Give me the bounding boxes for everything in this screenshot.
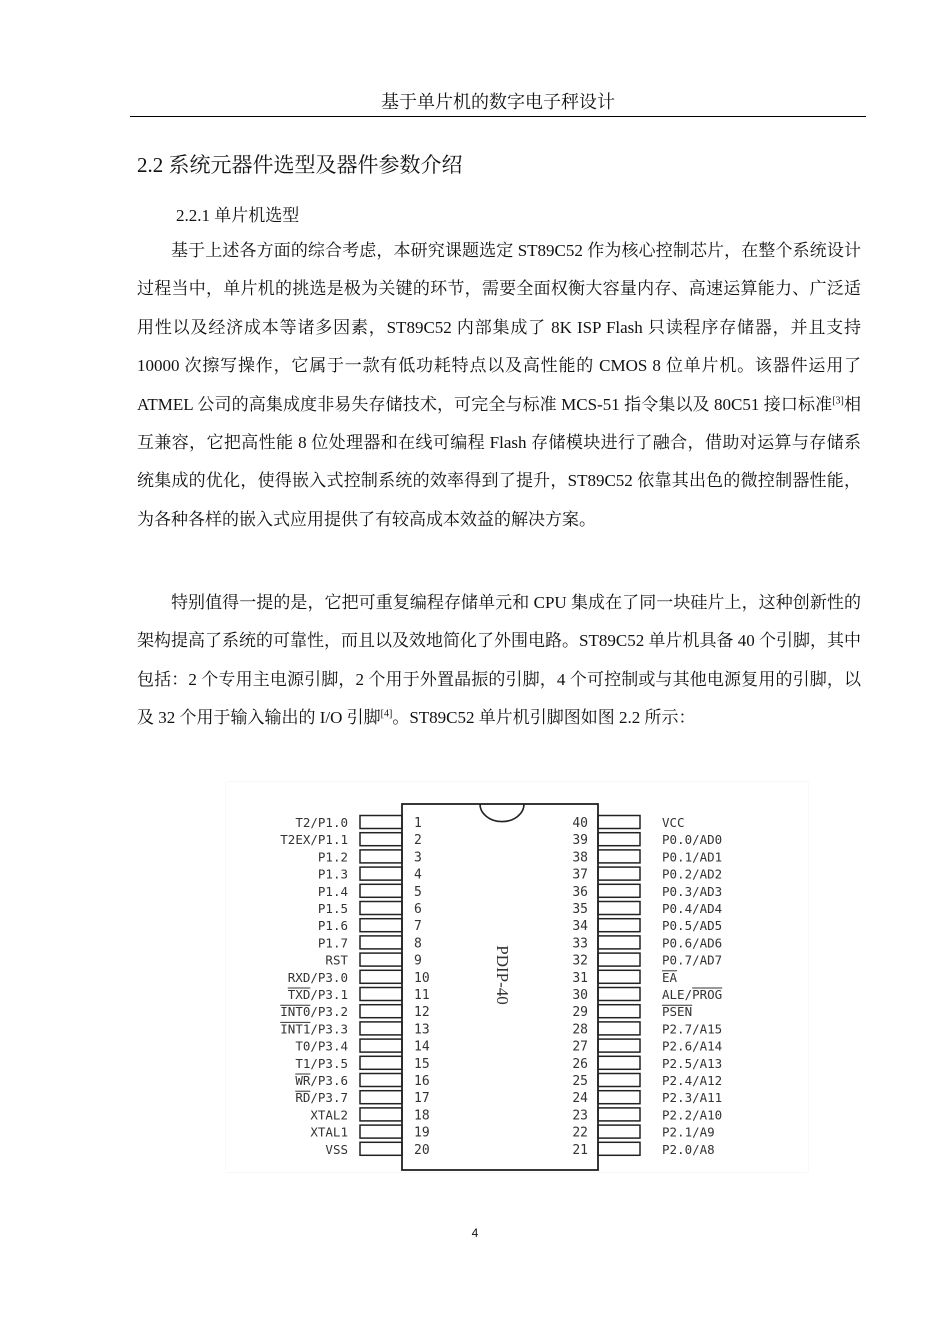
pin-box-14 bbox=[360, 1039, 402, 1052]
pin-number-40: 40 bbox=[572, 816, 588, 831]
pin-box-7 bbox=[360, 919, 402, 932]
pin-number-3: 3 bbox=[414, 850, 422, 866]
package-label: PDIP-40 bbox=[493, 945, 512, 1005]
pin-number-11: 11 bbox=[414, 988, 430, 1003]
pin-number-13: 13 bbox=[414, 1022, 430, 1038]
paragraph-2-text-b: 。ST89C52 单片机引脚图如图 2.2 所示： bbox=[392, 708, 696, 728]
pin-label-24: P2.3/A11 bbox=[662, 1090, 723, 1106]
pin-box-13 bbox=[360, 1022, 402, 1035]
pin-label-7: P1.6 bbox=[317, 918, 348, 934]
pin-label-5: P1.4 bbox=[317, 883, 348, 899]
pin-label-14: T0/P3.4 bbox=[295, 1038, 348, 1054]
pin-label-1: T2/P1.0 bbox=[295, 815, 348, 830]
pin-number-38: 38 bbox=[572, 850, 588, 866]
pin-box-37 bbox=[598, 867, 640, 880]
pin-number-2: 2 bbox=[414, 833, 422, 849]
pin-number-20: 20 bbox=[414, 1142, 430, 1158]
pin-label-2: T2EX/P1.1 bbox=[280, 832, 348, 848]
pin-box-27 bbox=[598, 1039, 640, 1052]
pin-label-8: P1.7 bbox=[317, 935, 348, 951]
pin-number-35: 35 bbox=[572, 902, 588, 917]
pin-number-39: 39 bbox=[572, 833, 588, 849]
pin-number-15: 15 bbox=[414, 1056, 430, 1072]
pin-number-6: 6 bbox=[414, 902, 422, 917]
pin-box-40 bbox=[598, 816, 640, 829]
pin-box-28 bbox=[598, 1022, 640, 1035]
pin-number-29: 29 bbox=[572, 1005, 588, 1021]
pin-label-12: INT0/P3.2 bbox=[280, 1004, 348, 1020]
pin-number-24: 24 bbox=[572, 1091, 588, 1107]
subsection-heading: 2.2.1 单片机选型 bbox=[176, 206, 300, 225]
pinout-figure bbox=[226, 782, 808, 1172]
pinout-diagram bbox=[226, 782, 808, 1172]
pin-box-8 bbox=[360, 936, 402, 949]
pin-label-28: P2.7/A15 bbox=[662, 1021, 723, 1037]
pin-box-9 bbox=[360, 953, 402, 966]
pin-box-18 bbox=[360, 1108, 402, 1121]
pin-label-18: XTAL2 bbox=[310, 1107, 348, 1123]
pin-number-18: 18 bbox=[414, 1108, 430, 1124]
section-heading: 2.2 系统元器件选型及器件参数介绍 bbox=[137, 153, 463, 177]
pin-box-21 bbox=[598, 1142, 640, 1155]
pin-label-25: P2.4/A12 bbox=[662, 1073, 723, 1088]
pin-box-36 bbox=[598, 884, 640, 897]
pin-number-1: 1 bbox=[414, 816, 422, 831]
pin-label-39: P0.0/AD0 bbox=[662, 832, 723, 848]
page-number: 4 bbox=[471, 1226, 479, 1240]
pin-number-27: 27 bbox=[572, 1039, 588, 1055]
pin-label-4: P1.3 bbox=[317, 866, 348, 882]
pin-box-19 bbox=[360, 1125, 402, 1138]
pin-number-34: 34 bbox=[572, 919, 588, 935]
pin-label-37: P0.2/AD2 bbox=[662, 866, 723, 882]
pin-number-7: 7 bbox=[414, 919, 422, 935]
chip-notch bbox=[480, 804, 524, 822]
pin-label-27: P2.6/A14 bbox=[662, 1038, 723, 1054]
pin-label-19: XTAL1 bbox=[310, 1124, 348, 1140]
pin-box-24 bbox=[598, 1091, 640, 1104]
pin-box-12 bbox=[360, 1005, 402, 1018]
pin-box-11 bbox=[360, 988, 402, 1001]
pin-number-8: 8 bbox=[414, 936, 422, 952]
pin-box-30 bbox=[598, 988, 640, 1001]
pin-number-28: 28 bbox=[572, 1022, 588, 1038]
pin-number-33: 33 bbox=[572, 936, 588, 952]
citation-4: [4] bbox=[380, 708, 393, 720]
paragraph-1-text-b: 相互兼容，它把高性能 8 位处理器和在线可编程 Flash 存储模块进行了融合，借助对运算与存储系统集成的优化，使得嵌入式控制系统的效率得到了提升，ST89C52 依靠其出色的微控制器性能，为各种各样的嵌入式应用提供了有较高成本效益的解决方案。 bbox=[137, 394, 861, 529]
paragraph-1 bbox=[137, 232, 861, 539]
pin-label-15: T1/P3.5 bbox=[295, 1055, 348, 1071]
pin-label-40: VCC bbox=[662, 815, 685, 830]
pin-label-31: EA bbox=[662, 969, 678, 985]
pin-box-39 bbox=[598, 833, 640, 846]
pin-number-4: 4 bbox=[414, 867, 422, 883]
pin-box-17 bbox=[360, 1091, 402, 1104]
pin-box-4 bbox=[360, 867, 402, 880]
pin-box-35 bbox=[598, 902, 640, 915]
pin-label-11: TXD/P3.1 bbox=[287, 987, 348, 1002]
pin-number-32: 32 bbox=[572, 953, 588, 969]
pin-label-6: P1.5 bbox=[317, 901, 348, 916]
pin-box-25 bbox=[598, 1074, 640, 1087]
pin-label-17: RD/P3.7 bbox=[295, 1090, 348, 1106]
pin-label-23: P2.2/A10 bbox=[662, 1107, 723, 1123]
pin-box-32 bbox=[598, 953, 640, 966]
pin-number-31: 31 bbox=[572, 970, 588, 986]
pin-number-26: 26 bbox=[572, 1056, 588, 1072]
pin-number-5: 5 bbox=[414, 884, 422, 900]
paragraph-2-text-a: 特别值得一提的是，它把可重复编程存储单元和 CPU 集成在了同一块硅片上，这种创新性的架构提高了系统的可靠性，而且以及效地简化了外围电路。ST89C52 单片机具备 40 个引脚，其中包括：2 个专用主电源引脚，2 个用于外置晶振的引脚，4 个可控制或与其他电源复用的引脚，以及 32 个用于输入输出的 I/O 引脚 bbox=[137, 593, 861, 728]
pin-box-38 bbox=[598, 850, 640, 863]
pin-number-12: 12 bbox=[414, 1005, 430, 1021]
pin-label-9: RST bbox=[325, 952, 348, 968]
citation-3: [3] bbox=[832, 394, 844, 406]
pin-number-22: 22 bbox=[572, 1125, 588, 1141]
pin-box-15 bbox=[360, 1056, 402, 1069]
pin-number-30: 30 bbox=[572, 988, 588, 1003]
pin-label-21: P2.0/A8 bbox=[662, 1141, 715, 1157]
pin-box-10 bbox=[360, 970, 402, 983]
pin-label-13: INT1/P3.3 bbox=[280, 1021, 348, 1037]
pin-number-37: 37 bbox=[572, 867, 588, 883]
pin-box-5 bbox=[360, 884, 402, 897]
pin-number-21: 21 bbox=[572, 1142, 588, 1158]
pin-label-32: P0.7/AD7 bbox=[662, 952, 723, 968]
pin-label-33: P0.6/AD6 bbox=[662, 935, 723, 951]
pin-label-16: WR/P3.6 bbox=[295, 1073, 348, 1088]
pin-box-22 bbox=[598, 1125, 640, 1138]
header-title: 基于单片机的数字电子秤设计 bbox=[381, 92, 615, 112]
pin-number-19: 19 bbox=[414, 1125, 430, 1141]
pin-label-29: PSEN bbox=[662, 1004, 693, 1020]
pin-box-2 bbox=[360, 833, 402, 846]
pin-box-33 bbox=[598, 936, 640, 949]
pin-number-17: 17 bbox=[414, 1091, 430, 1107]
pin-number-10: 10 bbox=[414, 970, 430, 986]
pin-label-26: P2.5/A13 bbox=[662, 1055, 723, 1071]
pin-label-10: RXD/P3.0 bbox=[287, 969, 348, 985]
pin-label-22: P2.1/A9 bbox=[662, 1124, 715, 1140]
pin-label-34: P0.5/AD5 bbox=[662, 918, 723, 934]
pin-number-25: 25 bbox=[572, 1074, 588, 1089]
pin-box-1 bbox=[360, 816, 402, 829]
pin-box-3 bbox=[360, 850, 402, 863]
pin-number-9: 9 bbox=[414, 953, 422, 969]
pin-number-36: 36 bbox=[572, 884, 588, 900]
pin-box-29 bbox=[598, 1005, 640, 1018]
paragraph-1-text-a: 基于上述各方面的综合考虑，本研究课题选定 ST89C52 作为核心控制芯片，在整个系统设计过程当中，单片机的挑选是极为关键的环节，需要全面权衡大容量内存、高速运算能力、广泛适用性以及经济成本等诸多因素，ST89C52 内部集成了 8K ISP Flash 只读程序存储器，并且支持 10000 次擦写操作，它属于一款有低功耗特点以及高性能的 CMOS 8 位单片机。该器件运用了 ATMEL 公司的高集成度非易失存储技术，可完全与标准 MCS-51 指令集以及 80C51 接口标准 bbox=[137, 241, 861, 414]
pin-box-26 bbox=[598, 1056, 640, 1069]
pin-number-14: 14 bbox=[414, 1039, 430, 1055]
page-header bbox=[130, 88, 866, 117]
pin-box-34 bbox=[598, 919, 640, 932]
pin-label-3: P1.2 bbox=[317, 849, 348, 865]
pin-box-20 bbox=[360, 1142, 402, 1155]
pin-label-30: ALE/PROG bbox=[662, 987, 723, 1002]
pin-box-16 bbox=[360, 1074, 402, 1087]
pin-label-35: P0.4/AD4 bbox=[662, 901, 723, 916]
pin-label-20: VSS bbox=[325, 1141, 348, 1157]
pin-label-38: P0.1/AD1 bbox=[662, 849, 723, 865]
pin-number-16: 16 bbox=[414, 1074, 430, 1089]
pin-label-36: P0.3/AD3 bbox=[662, 883, 723, 899]
pin-box-31 bbox=[598, 970, 640, 983]
pin-number-23: 23 bbox=[572, 1108, 588, 1124]
paragraph-2 bbox=[137, 584, 861, 738]
pin-box-23 bbox=[598, 1108, 640, 1121]
pin-box-6 bbox=[360, 902, 402, 915]
